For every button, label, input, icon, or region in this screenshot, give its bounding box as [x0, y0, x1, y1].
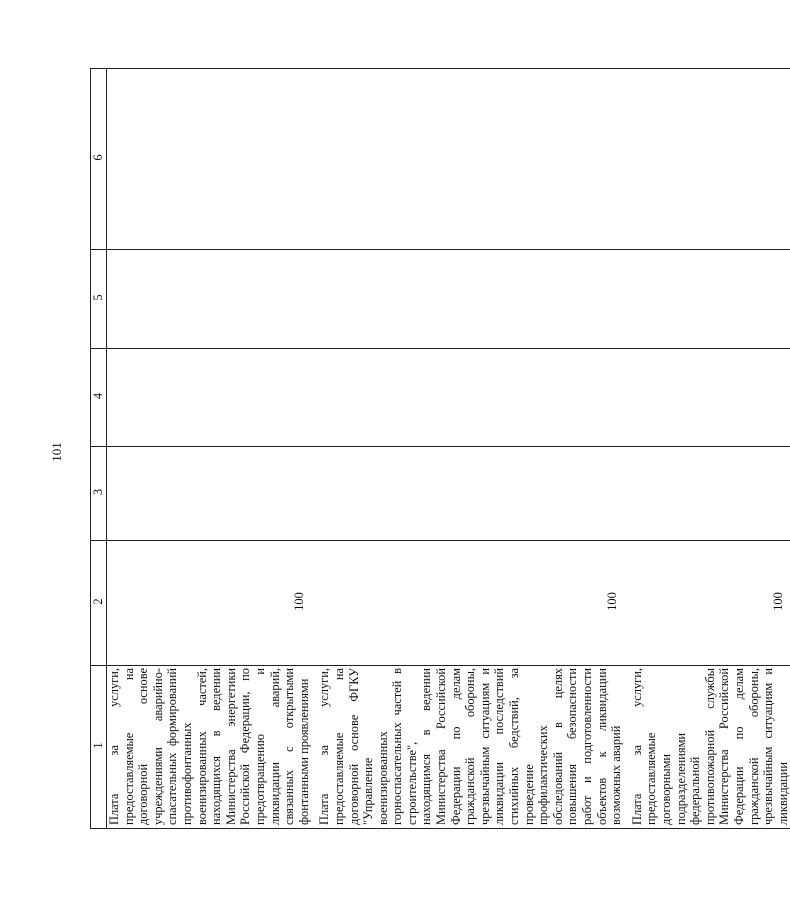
- column-header-6: 6: [91, 69, 107, 250]
- column-header-4: 4: [91, 349, 107, 447]
- row-description: Плата за услуги, предоставляемые на договорной основе ФГКУ "Управление военизированных горноспасательных частей в строительстве", находящимся в ведении Министерства Российской Федерации по делам гражданской обороны, чрезвычайным ситуациям и ликвидации последствий стихийных бедствий, за проведение профилактических обследований в целях повышения безопасности работ и подготовленности объектов к ликвидации возможных аварий: [311, 666, 623, 829]
- empty-cell: [624, 447, 790, 541]
- column-header-5: 5: [91, 250, 107, 349]
- empty-cell: [311, 69, 623, 250]
- rotated-table-container: [90, 69, 790, 829]
- empty-cell: [624, 250, 790, 349]
- column-header-1: 1: [91, 666, 107, 829]
- row-value: 100: [311, 541, 623, 666]
- empty-cell: [311, 447, 623, 541]
- empty-cell: [624, 349, 790, 447]
- empty-cell: [107, 250, 312, 349]
- row-description: Плата за услуги, предоставляемые договорными подразделениями федеральной противопожарной службы Министерства Российской Федерации по делам гражданской обороны, чрезвычайным ситуациям и ликвидации: [624, 666, 790, 829]
- table-row: [107, 69, 312, 829]
- row-value: 100: [624, 541, 790, 666]
- empty-cell: [107, 69, 312, 250]
- table-row: [311, 69, 623, 829]
- table-row: [624, 69, 790, 829]
- fee-table: [90, 68, 790, 829]
- table-header-row: [91, 69, 107, 829]
- row-value: 100: [107, 541, 312, 666]
- empty-cell: [107, 447, 312, 541]
- empty-cell: [107, 349, 312, 447]
- empty-cell: [311, 349, 623, 447]
- empty-cell: [311, 250, 623, 349]
- row-description: Плата за услуги, предоставляемые на договорной основе учреждениями аварийно-спасательных формирований противофонтанных военизированных частей, находящихся в ведении Министерства энергетики Российской Федерации, по предотвращению и ликвидации аварий, связанных с открытыми фонтанными проявлениями: [107, 666, 312, 829]
- column-header-3: 3: [91, 447, 107, 541]
- column-header-2: 2: [91, 541, 107, 666]
- page-number: 101: [49, 442, 64, 462]
- empty-cell: [624, 69, 790, 250]
